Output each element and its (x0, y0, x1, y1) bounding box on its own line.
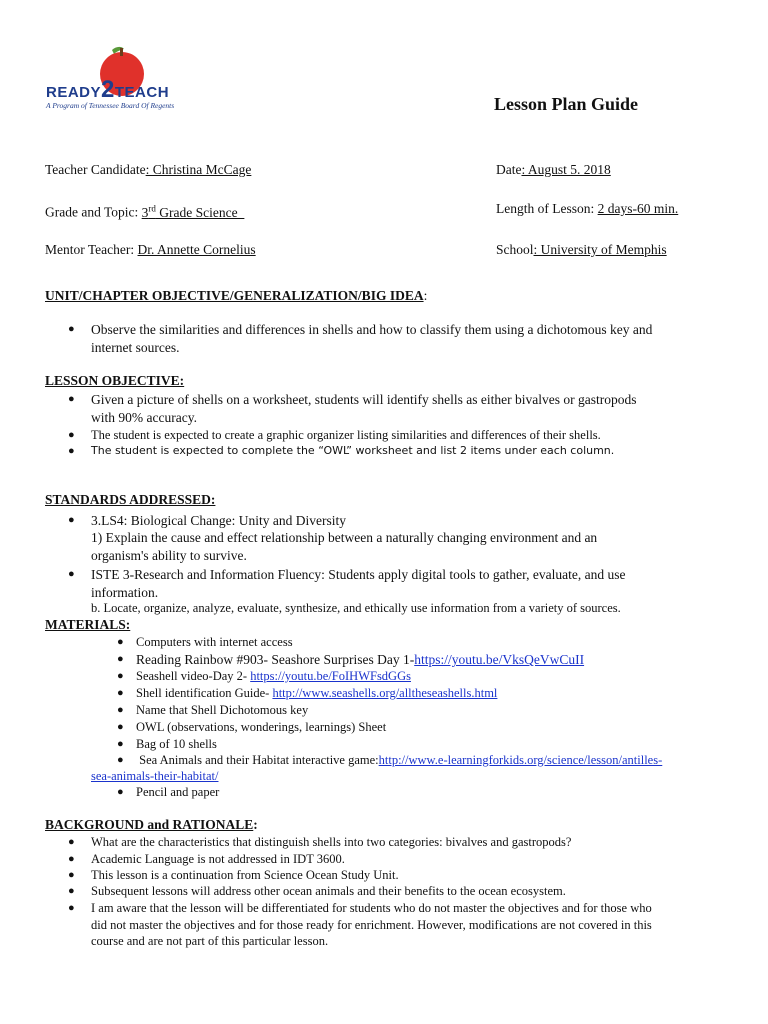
rationale-5-line3: course and are not part of this particular lesson. (91, 934, 329, 948)
material-shell-guide: Shell identification Guide- http://www.seashells.org/alltheseashells.html (136, 686, 498, 700)
school-value: : University of Memphis (533, 242, 667, 257)
standard-2-line3: b. Locate, organize, analyze, evaluate, synthesize, and ethically use information from a variety of sources. (91, 601, 621, 615)
rationale-1: What are the characteristics that distinguish shells into two categories: bivalves and gastropods? (91, 835, 572, 849)
lesson-objective-heading: LESSON OBJECTIVE: (45, 373, 185, 388)
seashell-video-link[interactable]: https://youtu.be/FoIHWFsdGGs (250, 669, 411, 683)
unit-objective-heading: UNIT/CHAPTER OBJECTIVE/GENERALIZATION/BIG IDEA: (45, 288, 428, 303)
logo-word-ready: READY (46, 84, 102, 101)
bullet-icon: ● (68, 514, 75, 526)
standards-heading: STANDARDS ADDRESSED: (45, 492, 216, 507)
logo-numeral: 2 (101, 76, 115, 103)
school-field: School: University of Memphis (496, 242, 667, 257)
material-pencil-paper: Pencil and paper (136, 785, 220, 799)
interactive-game-link-1[interactable]: http://www.e-learningforkids.org/science/lesson/antilles- (378, 753, 663, 767)
bullet-icon: ● (68, 568, 75, 580)
material-computers: Computers with internet access (136, 635, 293, 649)
grade-topic: Grade and Topic: 3rd Grade Science (45, 203, 245, 220)
interactive-game-link-2[interactable]: sea-animals-their-habitat/ (91, 769, 219, 783)
standard-2-line1: ISTE 3-Research and Information Fluency: Students apply digital tools to gather, evaluate, and use (91, 567, 626, 582)
bullet-icon: ● (68, 869, 75, 881)
material-seashell-video: Seashell video-Day 2- https://youtu.be/FoIHWFsdGGs (136, 669, 411, 683)
lesson-length: Length of Lesson: 2 days-60 min. (496, 201, 679, 216)
teacher-candidate: Teacher Candidate: Christina McCage (45, 162, 252, 177)
standard-1-line3: organism's ability to survive. (91, 548, 247, 563)
bullet-icon: ● (68, 836, 75, 848)
bullet-icon: ● (117, 653, 124, 665)
date-value: : August 5. 2018 (521, 162, 611, 177)
bullet-icon: ● (117, 636, 124, 648)
rationale-2: Academic Language is not addressed in IDT 3600. (91, 852, 345, 866)
materials-heading: MATERIALS: (45, 617, 131, 632)
bullet-icon: ● (117, 704, 124, 716)
bullet-icon: ● (68, 885, 75, 897)
bullet-icon: ● (68, 429, 75, 441)
grade-value: 3rd Grade Science (141, 203, 245, 220)
mentor-name: Dr. Annette Cornelius (137, 242, 256, 257)
material-interactive-game: Sea Animals and their Habitat interactive game:http://www.e-learningforkids.org/science/lesson/antilles- (136, 753, 663, 767)
background-heading: BACKGROUND and RATIONALE: (45, 817, 258, 832)
lesson-length-value: 2 days-60 min. (597, 201, 679, 216)
lesson-objective-1a: Given a picture of shells on a worksheet, students will identify shells as either bivalves or gastropods (91, 392, 637, 407)
logo-word-teach: TEACH (114, 84, 170, 101)
unit-objective-text-2: internet sources. (91, 340, 180, 355)
rationale-5-line1: I am aware that the lesson will be differentiated for students who do not master the objectives and for those who (91, 901, 652, 915)
logo-tagline: A Program of Tennessee Board Of Regents (46, 101, 175, 110)
date-field: Date: August 5. 2018 (496, 162, 611, 177)
bullet-icon: ● (68, 445, 75, 457)
mentor-teacher: Mentor Teacher: Dr. Annette Cornelius (45, 242, 256, 257)
lesson-objective-2: The student is expected to create a graphic organizer listing similarities and differences of their shells. (91, 428, 601, 442)
bullet-icon: ● (68, 323, 75, 335)
rationale-5-line2: did not master the objectives and for those ready for enrichment. However, modifications are not covered in this (91, 918, 652, 932)
material-bag-of-shells: Bag of 10 shells (136, 737, 217, 751)
bullet-icon: ● (117, 754, 124, 766)
lesson-objective-1b: with 90% accuracy. (91, 410, 197, 425)
ready2teach-logo (44, 44, 184, 116)
standard-2-line2: information. (91, 585, 159, 600)
bullet-icon: ● (117, 721, 124, 733)
rationale-3: This lesson is a continuation from Science Ocean Study Unit. (91, 868, 399, 882)
standard-1-line2: 1) Explain the cause and effect relationship between a naturally changing environment and an (91, 530, 598, 545)
bullet-icon: ● (68, 902, 75, 914)
lesson-objective-3: The student is expected to complete the “OWL” worksheet and list 2 items under each column. (91, 444, 615, 457)
document-title: Lesson Plan Guide (494, 94, 639, 114)
material-reading-rainbow: Reading Rainbow #903- Seashore Surprises Day 1-https://youtu.be/VksQeVwCuII (136, 652, 585, 667)
material-owl-sheet: OWL (observations, wonderings, learnings) Sheet (136, 720, 387, 734)
rationale-4: Subsequent lessons will address other ocean animals and their benefits to the ocean ecosystem. (91, 884, 566, 898)
shell-guide-link[interactable]: http://www.seashells.org/alltheseashells.html (272, 686, 498, 700)
bullet-icon: ● (68, 853, 75, 865)
material-dichotomous-key: Name that Shell Dichotomous key (136, 703, 309, 717)
reading-rainbow-link[interactable]: https://youtu.be/VksQeVwCuII (414, 652, 585, 667)
teacher-name: : Christina McCage (145, 162, 252, 177)
material-interactive-game-cont (91, 768, 218, 784)
bullet-icon: ● (117, 786, 124, 798)
bullet-icon: ● (68, 393, 75, 405)
bullet-icon: ● (117, 738, 124, 750)
standard-1-title: 3.LS4: Biological Change: Unity and Diversity (91, 513, 346, 528)
unit-objective-text-1: Observe the similarities and differences in shells and how to classify them using a dichotomous key and (91, 322, 653, 337)
bullet-icon: ● (117, 670, 124, 682)
bullet-icon: ● (117, 687, 124, 699)
